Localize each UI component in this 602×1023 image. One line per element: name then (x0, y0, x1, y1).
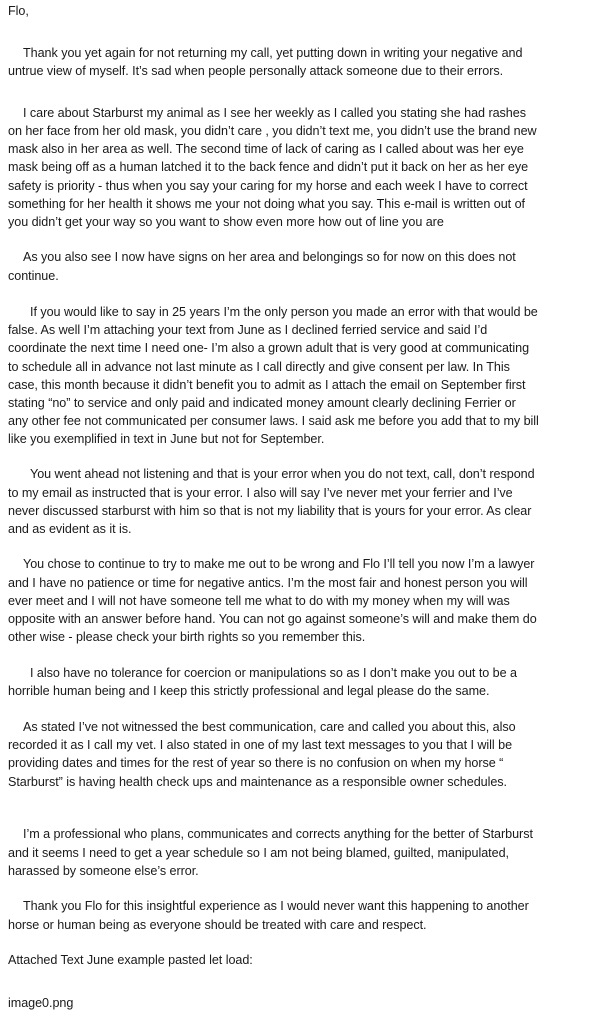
paragraph-5-line-2: to my email as instructed that is your error. I also will say I’ve never met your ferrier and I’ve (8, 486, 513, 500)
paragraph-6-line-2: and I have no patience or time for negative antics. I’m the most fair and honest person you will (8, 576, 528, 590)
paragraph-9-line-1: I’m a professional who plans, communicates and corrects anything for the better of Starburst (23, 827, 533, 841)
paragraph-4-line-8: like you exemplified in text in June but not for September. (8, 432, 325, 446)
paragraph-6-line-5: other wise - please check your birth rights so you remember this. (8, 630, 366, 644)
paragraph-2-line-7: you didn’t get your way so you want to show even more how out of line you are (8, 215, 444, 229)
paragraph-10-line-2: horse or human being as everyone should be treated with care and respect. (8, 918, 427, 932)
paragraph-4-line-7: any other fee not communicated per consumer laws. I said ask me before you add that to my bill (8, 414, 539, 428)
paragraph-6-line-1: You chose to continue to try to make me out to be wrong and Flo I’ll tell you now I’m a lawyer (23, 557, 535, 571)
paragraph-2-line-4: mask being off as a human latched it to the back fence and didn’t put it back on her as her eye (8, 160, 529, 174)
paragraph-4-line-3: coordinate the next time I need one- I’m also a grown adult that is very good at communicating (8, 341, 530, 355)
paragraph-5-line-1: You went ahead not listening and that is your error when you do not text, call, don’t respond (30, 467, 535, 481)
paragraph-3-line-1: As you also see I now have signs on her area and belongings so for now on this does not (23, 250, 516, 264)
paragraph-1-line-2: untrue view of myself. It’s sad when people personally attack someone due to their errors. (8, 64, 504, 78)
paragraph-4-line-1: If you would like to say in 25 years I’m the only person you made an error with that would be (30, 305, 538, 319)
paragraph-3-line-2: continue. (8, 269, 59, 283)
paragraph-2-line-6: something for her health it shows me your not doing what you say. This e-mail is written out of (8, 197, 525, 211)
paragraph-4-line-4: to schedule all in advance not last minute as I call directly and give consent per law. In This (8, 360, 510, 374)
salutation: Flo, (8, 4, 29, 18)
paragraph-2-line-1: I care about Starburst my animal as I see her weekly as I called you stating she had rashes (23, 106, 526, 120)
paragraph-7-line-1: I also have no tolerance for coercion or manipulations so as I don’t make you out to be a (30, 666, 517, 680)
attachment-note: Attached Text June example pasted let load: (8, 953, 253, 967)
paragraph-8-line-2: recorded it as I call my vet. I also stated in one of my last text messages to you that I will be (8, 738, 513, 752)
paragraph-6-line-3: ever meet and I will not have someone tell me what to do with my money when my will was (8, 594, 510, 608)
paragraph-8-line-3: providing dates and times for the rest of year so there is no confusion on when my horse “ (8, 756, 504, 770)
paragraph-2-line-3: mask also in her area as well. The second time of lack of caring as I called about was her eye (8, 142, 524, 156)
paragraph-9-line-2: and it seems I need to get a year schedule so I am not being blamed, guilted, manipulated, (8, 846, 509, 860)
paragraph-5-line-4: and as evident as it is. (8, 522, 132, 536)
paragraph-2-line-2: on her face from her old mask, you didn’t care , you didn’t text me, you didn’t use the brand new (8, 124, 537, 138)
paragraph-6-line-4: opposite with an answer before hand. You can not go against someone’s will and make them do (8, 612, 537, 626)
paragraph-4-line-5: case, this month because it didn’t benefit you to admit as I attach the email on September first (8, 378, 526, 392)
paragraph-4-line-2: false. As well I’m attaching your text from June as I declined ferried service and said I’d (8, 323, 488, 337)
paragraph-7-line-2: horrible human being and I keep this strictly professional and legal please do the same. (8, 684, 490, 698)
attachment-filename: image0.png (8, 996, 74, 1010)
paragraph-10-line-1: Thank you Flo for this insightful experience as I would never want this happening to another (23, 899, 529, 913)
paragraph-9-line-3: harassed by someone else’s error. (8, 864, 199, 878)
paragraph-4-line-6: stating “no” to service and only paid and indicated money amount clearly declining Ferrier or (8, 396, 516, 410)
paragraph-8-line-1: As stated I’ve not witnessed the best communication, care and called you about this, also (23, 720, 516, 734)
paragraph-1-line-1: Thank you yet again for not returning my call, yet putting down in writing your negative and (23, 46, 523, 60)
paragraph-2-line-5: safety is priority - thus when you say your caring for my horse and each week I have to correct (8, 179, 528, 193)
paragraph-8-line-4: Starburst” is having health check ups and maintenance as a responsible owner schedules. (8, 775, 507, 789)
paragraph-5-line-3: never discussed starburst with him so that is not my liability that is yours for your error. As clear (8, 504, 532, 518)
